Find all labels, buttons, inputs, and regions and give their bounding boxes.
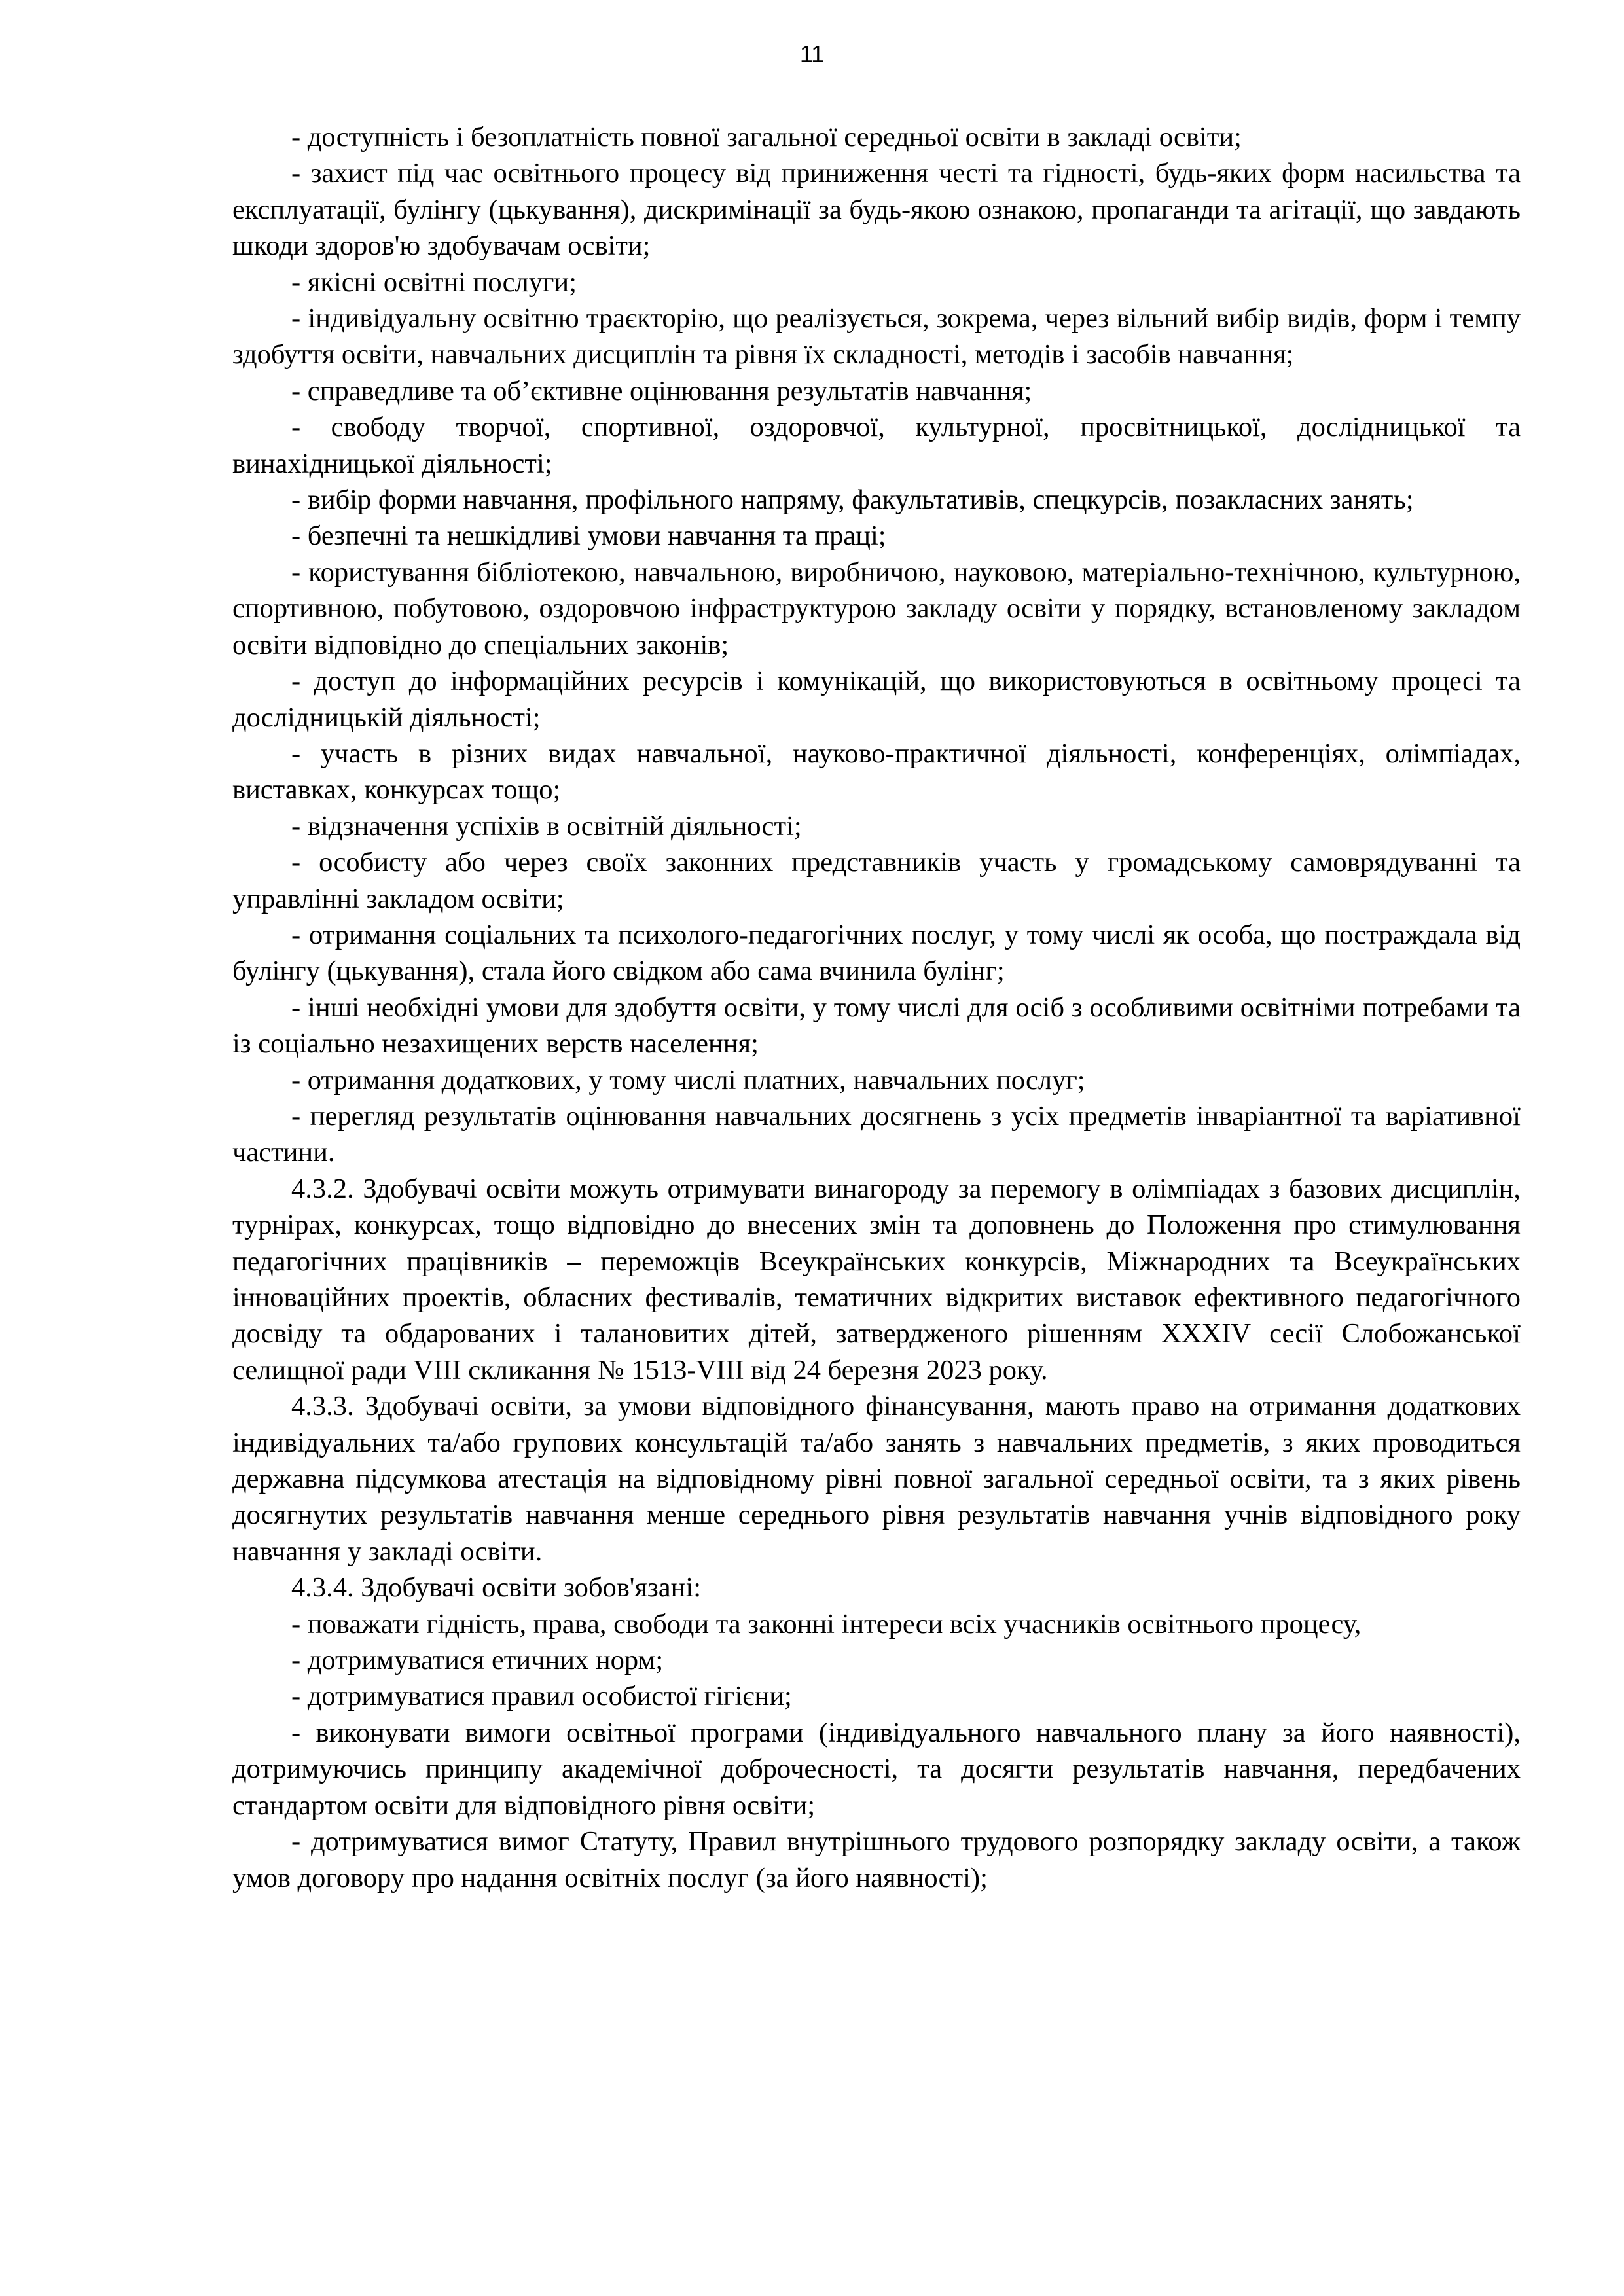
rights-item: - перегляд результатів оцінювання навчальних досягнень з усіх предметів інваріантної та варіативної частини. xyxy=(232,1100,1521,1168)
page-number: 11 xyxy=(799,41,825,67)
rights-item: - особисту або через своїх законних представників участь у громадському самоврядуванні та управлінні закладом освіти; xyxy=(232,847,1521,914)
obligation-item: - дотримуватися правил особистої гігієни; xyxy=(291,1681,792,1712)
rights-item: - захист під час освітнього процесу від приниження честі та гідності, будь-яких форм насильства та експлуатації, булінгу (цькування), дискримінації за будь-якою ознакою, пропаганди та агітації, що завдають шкоди здоров'ю здобувачам освіти; xyxy=(232,158,1521,262)
rights-item: - відзначення успіхів в освітній діяльності; xyxy=(291,810,802,842)
rights-item: - вибір форми навчання, профільного напряму, факультативів, спецкурсів, позакласних занять; xyxy=(291,484,1414,516)
rights-item: - отримання додаткових, у тому числі платних, навчальних послуг; xyxy=(291,1064,1085,1096)
section-4-3-4-heading: 4.3.4. Здобувачі освіти зобов'язані: xyxy=(291,1572,702,1604)
rights-item: - індивідуальну освітню траєкторію, що реалізується, зокрема, через вільний вибір видів, форм і темпу здобуття освіти, навчальних дисциплін та рівня їх складності, методів і засобів навчання; xyxy=(232,303,1521,370)
section-4-3-3: 4.3.3. Здобувачі освіти, за умови відповідного фінансування, мають право на отримання додаткових індивідуальних та/або групових консультацій та/або занять з навчальних предметів, з яких проводиться державна підсумкова атестація на відповідному рівні повної загальної середньої освіти, та з яких рівень досягнутих результатів навчання менше середнього рівня результатів навчання учнів відповідного року навчання у закладі освіти. xyxy=(232,1391,1521,1567)
obligation-item: - поважати гідність, права, свободи та законні інтереси всіх учасників освітнього процесу, xyxy=(291,1608,1362,1640)
obligation-item: - дотримуватися вимог Статуту, Правил внутрішнього трудового розпорядку закладу освіти, а також умов договору про надання освітніх послуг (за його наявності); xyxy=(232,1826,1521,1893)
section-4-3-2: 4.3.2. Здобувачі освіти можуть отримувати винагороду за перемогу в олімпіадах з базових дисциплін, турнірах, конкурсах, тощо відповідно до внесених змін та доповнень до Положення про стимулювання педагогічних працівників – переможців Всеукраїнських конкурсів, Міжнародних та Всеукраїнських інноваційних проектів, обласних фестивалів, тематичних відкритих виставок ефективного педагогічного досвіду та обдарованих і талановитих дітей, затвердженого рішенням XXXIV сесії Слобожанської селищної ради VIII скликання № 1513-VIII від 24 березня 2023 року. xyxy=(232,1173,1521,1386)
document-body xyxy=(232,119,1521,1896)
obligation-item: - виконувати вимоги освітньої програми (індивідуального навчального плану за його наявності), дотримуючись принципу академічної доброчесності, та досягти результатів навчання, передбачених стандартом освіти для відповідного рівня освіти; xyxy=(232,1717,1521,1821)
rights-item: - участь в різних видах навчальної, науково-практичної діяльності, конференціях, олімпіадах, виставках, конкурсах тощо; xyxy=(232,738,1521,806)
rights-item: - справедливе та об’єктивне оцінювання результатів навчання; xyxy=(291,375,1032,406)
rights-item: - інші необхідні умови для здобуття освіти, у тому числі для осіб з особливими освітніми потребами та із соціально незахищених верств населення; xyxy=(232,992,1521,1060)
rights-item: - користування бібліотекою, навчальною, виробничою, науковою, матеріально-технічною, культурною, спортивною, побутовою, оздоровчою інфраструктурою закладу освіти у порядку, встановленому закладом освіти відповідно до спеціальних законів; xyxy=(232,556,1521,660)
rights-item: - якісні освітні послуги; xyxy=(291,266,577,298)
rights-item: - доступність і безоплатність повної загальної середньої освіти в закладі освіти; xyxy=(291,122,1242,152)
rights-item: - свободу творчої, спортивної, оздоровчої, культурної, просвітницької, дослідницької та винахідницької діяльності; xyxy=(232,412,1521,479)
rights-item: - доступ до інформаційних ресурсів і комунікацій, що використовуються в освітньому процесі та дослідницькій діяльності; xyxy=(232,666,1521,733)
rights-item: - отримання соціальних та психолого-педагогічних послуг, у тому числі як особа, що постраждала від булінгу (цькування), стала його свідком або сама вчинила булінг; xyxy=(232,919,1521,987)
obligation-item: - дотримуватися етичних норм; xyxy=(291,1645,664,1676)
rights-item: - безпечні та нешкідливі умови навчання та праці; xyxy=(291,520,886,552)
